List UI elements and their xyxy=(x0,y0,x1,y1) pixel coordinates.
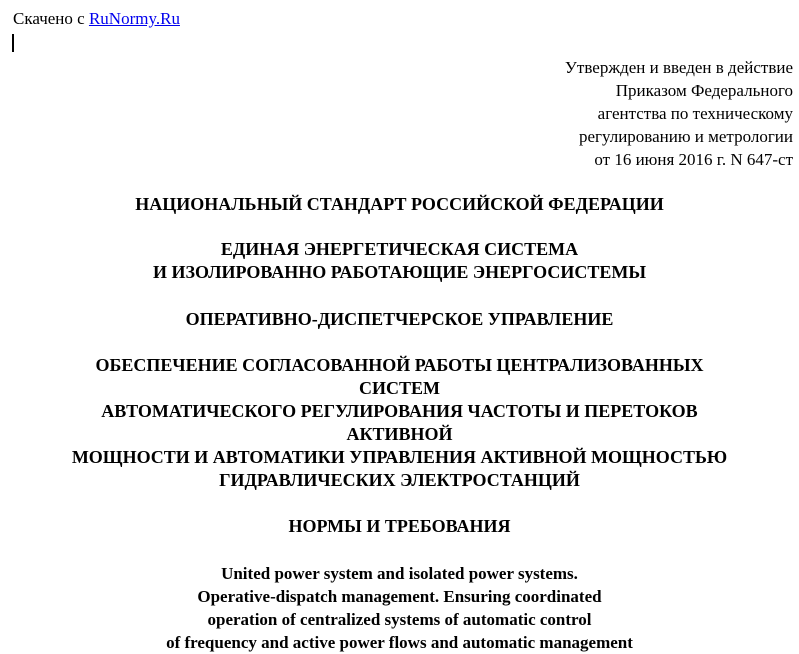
english-title-line: Operative-dispatch management. Ensuring coordinated xyxy=(197,587,602,606)
norms-title xyxy=(0,515,799,538)
approval-line: агентства по техническому xyxy=(597,104,793,123)
subject-title-line: АВТОМАТИЧЕСКОГО РЕГУЛИРОВАНИЯ ЧАСТОТЫ И ПЕРЕТОКОВ xyxy=(101,401,698,421)
text-cursor xyxy=(12,34,14,52)
subject-title-line: ОБЕСПЕЧЕНИЕ СОГЛАСОВАННОЙ РАБОТЫ ЦЕНТРАЛИЗОВАННЫХ xyxy=(95,355,704,375)
runormy-link[interactable]: RuNormy.Ru xyxy=(88,9,180,28)
management-title xyxy=(0,308,799,331)
subject-title-line: ГИДРАВЛИЧЕСКИХ ЭЛЕКТРОСТАНЦИЙ xyxy=(219,470,580,490)
approval-line: от 16 июня 2016 г. N 647-ст xyxy=(594,150,793,169)
approval-line: Приказом Федерального xyxy=(615,81,793,100)
english-title xyxy=(0,562,799,654)
standard-title-line: НАЦИОНАЛЬНЫЙ СТАНДАРТ РОССИЙСКОЙ ФЕДЕРАЦИИ xyxy=(135,194,664,214)
system-title-line: ЕДИНАЯ ЭНЕРГЕТИЧЕСКАЯ СИСТЕМА xyxy=(220,239,579,259)
subject-title-line: МОЩНОСТИ И АВТОМАТИКИ УПРАВЛЕНИЯ АКТИВНОЙ МОЩНОСТЬЮ xyxy=(71,447,728,467)
source-prefix: Скачено с xyxy=(13,9,89,28)
source-line xyxy=(13,9,180,29)
english-title-line: operation of centralized systems of automatic control xyxy=(207,610,592,629)
approval-note xyxy=(473,56,793,171)
approval-line: Утвержден и введен в действие xyxy=(564,58,793,77)
standard-title xyxy=(0,193,799,216)
english-title-line: of frequency and active power flows and automatic management xyxy=(166,633,633,652)
system-title xyxy=(0,238,799,284)
norms-title-line: НОРМЫ И ТРЕБОВАНИЯ xyxy=(288,516,511,536)
approval-line: регулированию и метрологии xyxy=(578,127,793,146)
subject-title-line: АКТИВНОЙ xyxy=(346,424,453,444)
subject-title xyxy=(0,354,799,492)
subject-title-line: СИСТЕМ xyxy=(359,378,440,398)
system-title-line: И ИЗОЛИРОВАННО РАБОТАЮЩИЕ ЭНЕРГОСИСТЕМЫ xyxy=(152,262,646,282)
management-title-line: ОПЕРАТИВНО-ДИСПЕТЧЕРСКОЕ УПРАВЛЕНИЕ xyxy=(185,309,614,329)
english-title-line: United power system and isolated power systems. xyxy=(221,564,578,583)
